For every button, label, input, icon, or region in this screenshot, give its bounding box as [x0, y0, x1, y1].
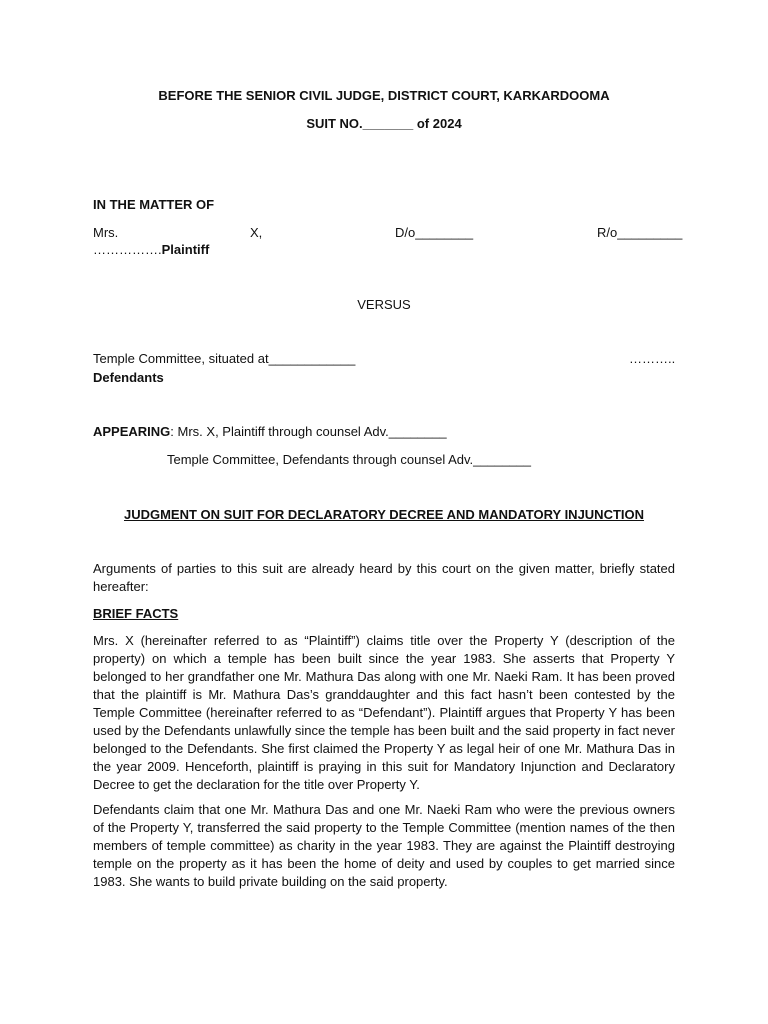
suit-number: SUIT NO._______ of 2024	[306, 116, 462, 131]
plaintiff-mrs: Mrs.	[93, 225, 119, 240]
defendant-label: Defendants	[93, 370, 164, 385]
judgment-intro: Arguments of parties to this suit are already heard by this court on the given matter, briefly stated hereafter:	[93, 561, 675, 594]
plaintiff-daughter-of: D/o________	[395, 225, 474, 240]
appearing-plaintiff-line	[93, 423, 447, 441]
appearing-defendant-text: Temple Committee, Defendants through counsel Adv.________	[167, 452, 531, 467]
versus-label: VERSUS	[357, 297, 411, 312]
defendant-text: Temple Committee, situated at____________	[93, 351, 356, 366]
brief-facts-paragraph-1: Mrs. X (hereinafter referred to as “Plaintiff”) claims title over the Property Y (description of the property) on which a temple has been built since the year 1983. She asserts that Property Y belonged to her grandfather one Mr. Mathura Das along with one Mr. Naeki Ram. It has been proved that the plaintiff is Mr. Mathura Das’s granddaughter and this fact hasn’t been contested by the Temple Committee (hereinafter referred to as “Defendant”). Plaintiff argues that Property Y has been used by the Defendants unlawfully since the temple has been built and the said property in fact never belonged to the Defendants. She first claimed the Property Y as legal heir of one Mr. Mathura Das in the year 2009. Henceforth, plaintiff is praying in this suit for Mandatory Injunction and Declaratory Decree to get the declaration for the title over Property Y.	[93, 633, 675, 792]
plaintiff-resident-of: R/o_________	[597, 225, 683, 240]
matter-heading: IN THE MATTER OF	[93, 197, 215, 212]
plaintiff-dots: …………….	[93, 242, 162, 257]
plaintiff-label: Plaintiff	[161, 242, 210, 257]
judgment-title: JUDGMENT ON SUIT FOR DECLARATORY DECREE AND MANDATORY INJUNCTION	[123, 507, 645, 522]
plaintiff-label-line	[93, 241, 209, 259]
brief-facts-heading: BRIEF FACTS	[93, 606, 179, 621]
brief-facts-paragraph-2: Defendants claim that one Mr. Mathura Das and one Mr. Naeki Ram who were the previous owners of the Property Y, transferred the said property to the Temple Committee (mention names of the then members of temple committee) as charity in the year 1983. They are against the Plaintiff destroying temple on the property as it has been the home of deity and used by couples to get married since 1983. She wants to build private building on the said property.	[93, 802, 675, 889]
appearing-label: APPEARING	[93, 424, 171, 439]
appearing-plaintiff-text: : Mrs. X, Plaintiff through counsel Adv.________	[170, 424, 447, 439]
plaintiff-x: X,	[250, 225, 263, 240]
court-title: BEFORE THE SENIOR CIVIL JUDGE, DISTRICT COURT, KARKARDOOMA	[158, 88, 610, 103]
defendant-dots: ………..	[629, 351, 676, 366]
